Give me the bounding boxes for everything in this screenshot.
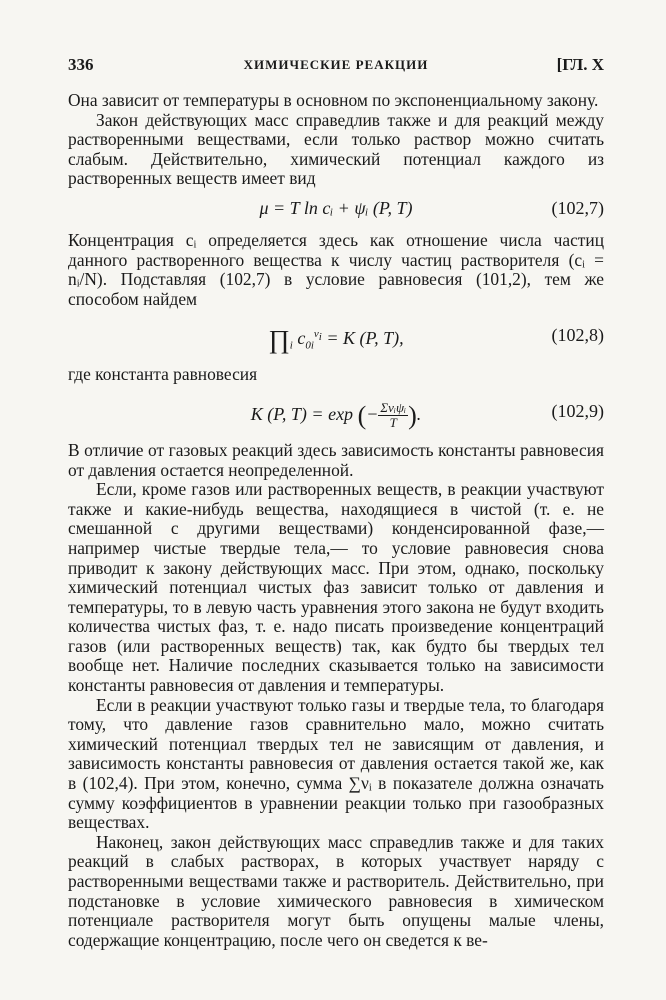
paragraph-5: В отличие от газовых реакций здесь зависимость константы равновесия от давления остается неопределенной.	[68, 439, 604, 480]
equation-102-9-formula: K (P, T) = exp (− $\frac{\text{Σνᵢψᵢ}}{T}$ ).	[250, 400, 422, 431]
fraction-denominator: T	[389, 415, 397, 431]
running-title: ХИМИЧЕСКИЕ РЕАКЦИИ	[243, 57, 429, 72]
chapter-label: [ГЛ. X	[556, 55, 604, 74]
fraction-numerator: Σνᵢψᵢ	[380, 400, 407, 416]
paragraph-4: где константа равновесия	[68, 364, 258, 385]
paragraph-3: Концентрация cᵢ определяется здесь как отношение числа частиц данного растворенного вещества к числу частиц растворителя (cᵢ = nᵢ/N). Подставляя (102,7) в условие равновесия (101,2), тем же способом найдем	[68, 229, 604, 309]
page-number: 336	[68, 55, 94, 74]
equation-102-8-formula: $\prod_i$ $c_{0i}^{\nu_i} = K$ (P, T),	[268, 325, 404, 355]
equation-102-8	[68, 315, 604, 359]
equation-102-9	[68, 391, 604, 435]
equation-102-7-formula: μ = T ln cᵢ + ψᵢ (P, T)	[259, 197, 413, 218]
page-header	[68, 55, 604, 83]
equation-102-9-lhs: K (P, T) = exp	[250, 403, 354, 424]
paragraph-8: Наконец, закон действующих масс справедлив также и для таких реакций в слабых растворах, в которых участвует наряду с растворенными веществами также и растворитель. Действительно, при подстановке в условие химического равновесия в химическом потенциале растворителя могут быть опущены малые члены, содержащие концентрацию, после чего он сведется к ве-	[68, 831, 604, 950]
paragraph-2: Закон действующих масс справедлив также и для реакций между растворенными веществами, если только раствор можно считать слабым. Действительно, химический потенциал каждого из растворенных веществ имеет вид	[68, 109, 604, 189]
equation-102-8-rhs: = K (P, T),	[326, 328, 404, 349]
paragraph-7: Если в реакции участвуют только газы и твердые тела, то благодаря тому, что давление газов сравнительно мало, можно считать химический потенциал твердых тел не зависящим от давления, и зависимость константы равновесия от давления остается такой же, как в (102,4). При этом, конечно, сумма ∑νᵢ в показателе должна означать сумму коэффициентов в уравнении реакции только при газообразных веществах.	[68, 694, 604, 833]
product-symbol: ∏	[268, 325, 290, 355]
paragraph-1: Она зависит от температуры в основном по экспоненциальному закону.	[68, 90, 599, 110]
equation-102-7-number: (102,7)	[551, 197, 604, 218]
equation-102-8-number: (102,8)	[551, 325, 604, 346]
equation-102-9-fraction	[378, 401, 408, 430]
equation-102-7	[68, 195, 604, 225]
paragraph-6: Если, кроме газов или растворенных веществ, в реакции участвуют также и какие-нибудь вещества, находящиеся в чистой (т. е. не смешанной с другими веществами) конденсированной фазе,— например чистые твердые тела,— то условие равновесия снова приводит к закону действующих масс. При этом, однако, поскольку химический потенциал чистых фаз зависит только от давления и температуры, то в левую часть уравнения этого закона не будут входить количества чистых фаз, т. е. надо писать произведение концентраций газов (или растворенных веществ) так, как будто бы твердых тел вообще нет. Наличие последних сказывается только на зависимости константы равновесия от давления и температуры.	[68, 479, 604, 696]
equation-102-9-number: (102,9)	[551, 400, 604, 421]
